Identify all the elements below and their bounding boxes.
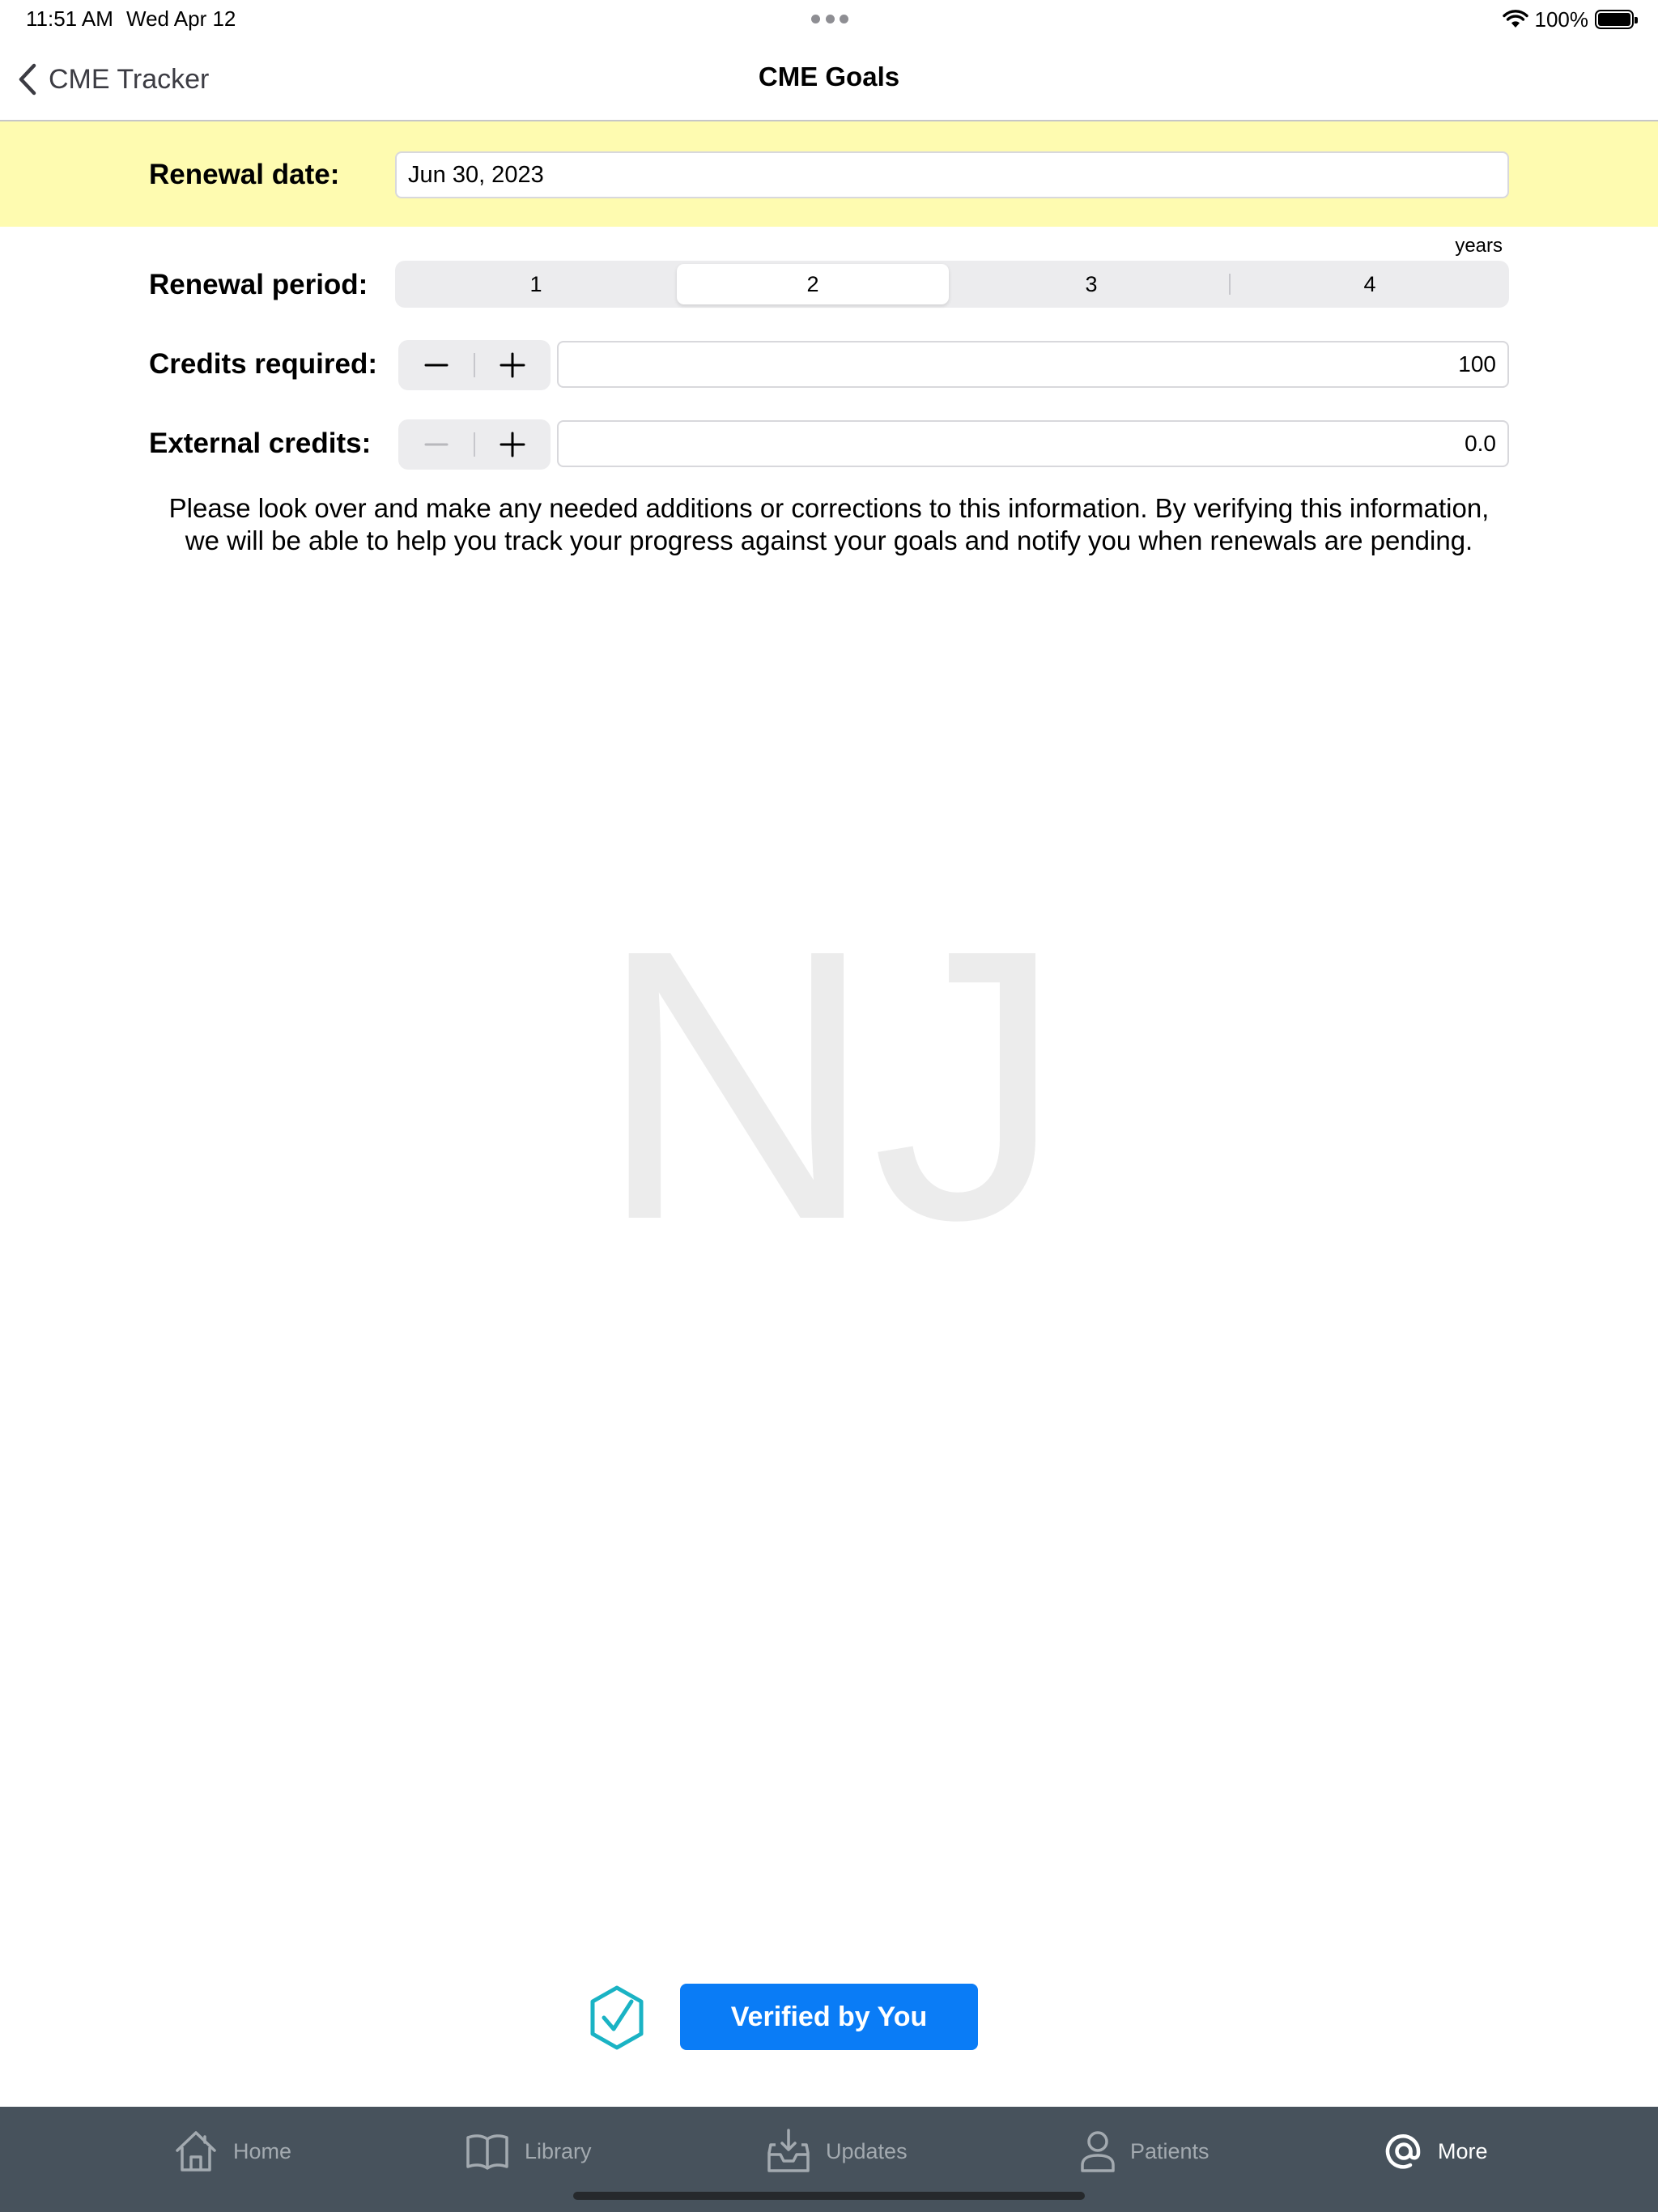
minus-icon [424, 353, 449, 377]
at-sign-icon [1383, 2131, 1423, 2172]
tab-patients[interactable] [1080, 2125, 1209, 2178]
verified-badge-icon [585, 1984, 649, 2052]
tab-library-label: Library [525, 2138, 592, 2163]
external-credits-label: External credits: [149, 428, 372, 459]
book-icon [465, 2131, 510, 2172]
tab-library[interactable] [465, 2125, 592, 2178]
status-time: 11:51 AM [26, 6, 113, 31]
credits-required-label: Credits required: [149, 348, 377, 380]
credits-required-stepper [398, 340, 551, 390]
renewal-period-unit: years [1455, 235, 1503, 257]
multitasking-dots-icon[interactable] [811, 15, 848, 24]
external-credits-field[interactable]: 0.0 [557, 420, 1509, 467]
external-credits-stepper [398, 419, 551, 470]
external-credits-increment-button[interactable] [474, 419, 551, 470]
battery-percent: 100% [1534, 6, 1588, 32]
renewal-period-label: Renewal period: [149, 269, 368, 300]
tab-patients-label: Patients [1130, 2138, 1209, 2163]
plus-icon [500, 352, 525, 378]
credits-required-field[interactable]: 100 [557, 341, 1509, 388]
tab-more[interactable] [1383, 2125, 1488, 2178]
home-indicator [573, 2192, 1085, 2200]
state-watermark: NJ [597, 870, 1061, 1300]
tab-updates-label: Updates [826, 2138, 908, 2163]
plus-icon [500, 432, 525, 457]
home-icon [173, 2129, 219, 2173]
verification-info-text: Please look over and make any needed additions or corrections to this information. By verifying this information, we will be able to help you track your progress against your goals and notify you when renewals are pending. [168, 493, 1490, 555]
status-bar [0, 0, 1658, 40]
tab-home-label: Home [233, 2138, 292, 2163]
renewal-period-segmented-control [395, 261, 1509, 308]
minus-icon [424, 432, 449, 457]
status-indicators [1503, 5, 1635, 34]
credits-required-increment-button[interactable] [474, 340, 551, 390]
renewal-period-option-2[interactable]: 2 [677, 264, 949, 304]
inbox-download-icon [766, 2129, 811, 2174]
verified-by-you-button[interactable]: Verified by You [680, 1984, 978, 2050]
wifi-icon [1503, 10, 1528, 29]
tab-more-label: More [1438, 2138, 1488, 2163]
tab-home[interactable] [173, 2125, 291, 2178]
person-icon [1080, 2129, 1116, 2173]
tab-updates[interactable] [766, 2125, 908, 2178]
battery-icon [1595, 10, 1634, 29]
status-date: Wed Apr 12 [126, 6, 236, 31]
segment-divider [1229, 274, 1231, 295]
credits-required-decrement-button[interactable] [398, 340, 474, 390]
back-button-label: CME Tracker [49, 63, 210, 95]
renewal-date-label: Renewal date: [149, 159, 340, 190]
renewal-period-option-3[interactable]: 3 [1085, 272, 1098, 296]
renewal-period-option-4[interactable]: 4 [1363, 272, 1376, 296]
renewal-date-field[interactable]: Jun 30, 2023 [395, 151, 1509, 198]
page-title: CME Goals [758, 62, 900, 91]
renewal-period-option-1[interactable]: 1 [529, 272, 542, 296]
external-credits-decrement-button[interactable] [398, 419, 474, 470]
